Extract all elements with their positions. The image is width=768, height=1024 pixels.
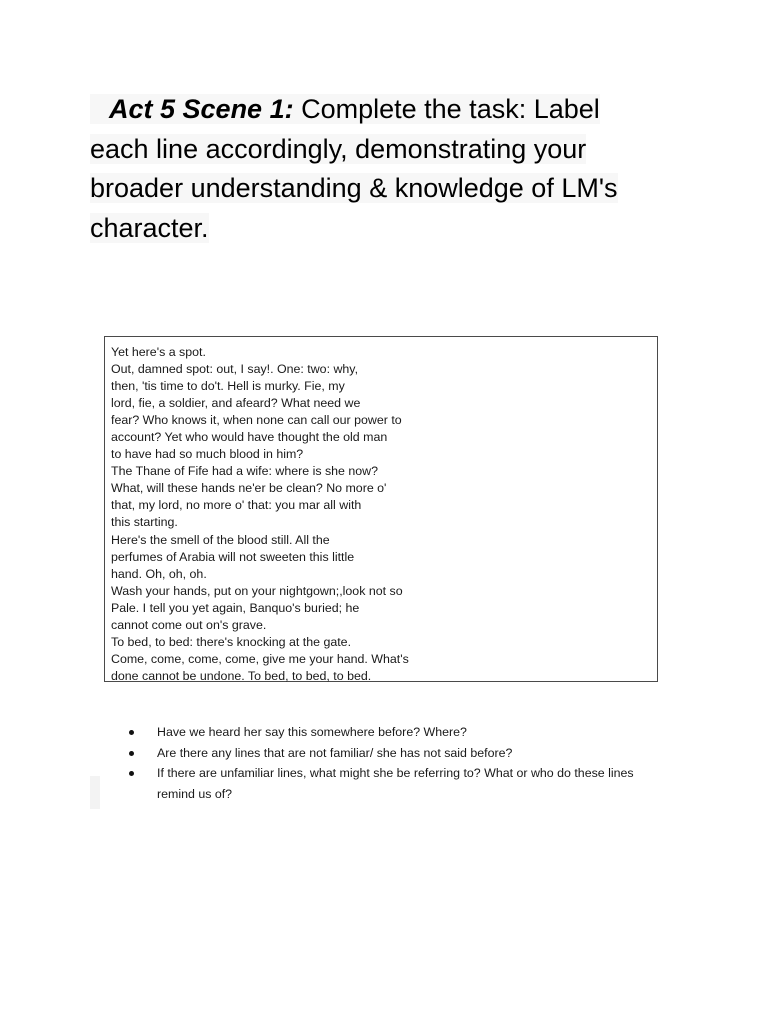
speech-line: done cannot be undone. To bed, to bed, to bed. <box>111 668 372 683</box>
speech-line: Come, come, come, come, give me your hand. What's <box>111 651 409 666</box>
speech-line: this starting. <box>111 515 178 530</box>
speech-line: fear? Who knows it, when none can call our power to <box>111 413 402 428</box>
speech-line: cannot come out on's grave. <box>111 617 267 632</box>
bullet-icon <box>129 751 134 756</box>
speech-line: Here's the smell of the blood still. All the <box>111 532 330 547</box>
speech-excerpt-box <box>104 336 658 682</box>
question-list <box>124 722 664 804</box>
speech-line: The Thane of Fife had a wife: where is she now? <box>111 464 379 479</box>
speech-line: lord, fie, a soldier, and afeard? What need we <box>111 396 361 411</box>
speech-line: Wash your hands, put on your nightgown;,look not so <box>111 583 403 598</box>
speech-line: to have had so much blood in him? <box>111 447 304 462</box>
speech-line: What, will these hands ne'er be clean? No more o' <box>111 481 387 496</box>
speech-line: then, 'tis time to do't. Hell is murky. Fie, my <box>111 379 345 394</box>
speech-line: Yet here's a spot. <box>111 345 206 359</box>
question-item <box>124 743 664 764</box>
margin-mark <box>90 776 100 809</box>
speech-line: Pale. I tell you yet again, Banquo's buried; he <box>111 600 360 615</box>
speech-line: hand. Oh, oh, oh. <box>111 566 207 581</box>
question-text: If there are unfamiliar lines, what might she be referring to? What or who do these lines remind us of? <box>157 766 634 801</box>
bullet-icon <box>129 771 134 776</box>
speech-line: perfumes of Arabia will not sweeten this little <box>111 549 355 564</box>
heading-line-2 <box>90 130 690 170</box>
heading-line-2-text: each line accordingly, demonstrating your <box>90 133 587 164</box>
question-text: Have we heard her say this somewhere before? Where? <box>157 725 467 739</box>
heading-line-4 <box>90 209 690 249</box>
scene-title: Act 5 Scene 1: <box>109 94 294 124</box>
task-heading <box>90 90 690 248</box>
bullet-icon <box>129 730 134 735</box>
speech-line: To bed, to bed: there's knocking at the gate. <box>111 634 352 649</box>
question-item <box>124 763 664 804</box>
heading-line-1-text: Complete the task: Label <box>293 94 600 124</box>
heading-line-4-text: character. <box>90 212 209 243</box>
question-item <box>124 722 664 743</box>
speech-line: account? Yet who would have thought the old man <box>111 430 388 445</box>
heading-line-3 <box>90 169 690 209</box>
heading-line-1 <box>90 90 690 130</box>
question-text: Are there any lines that are not familiar/ she has not said before? <box>157 745 513 760</box>
speech-line: Out, damned spot: out, I say!. One: two: why, <box>111 362 359 377</box>
heading-line-3-text: broader understanding & knowledge of LM's <box>90 173 618 203</box>
speech-line: that, my lord, no more o' that: you mar all with <box>111 498 362 513</box>
